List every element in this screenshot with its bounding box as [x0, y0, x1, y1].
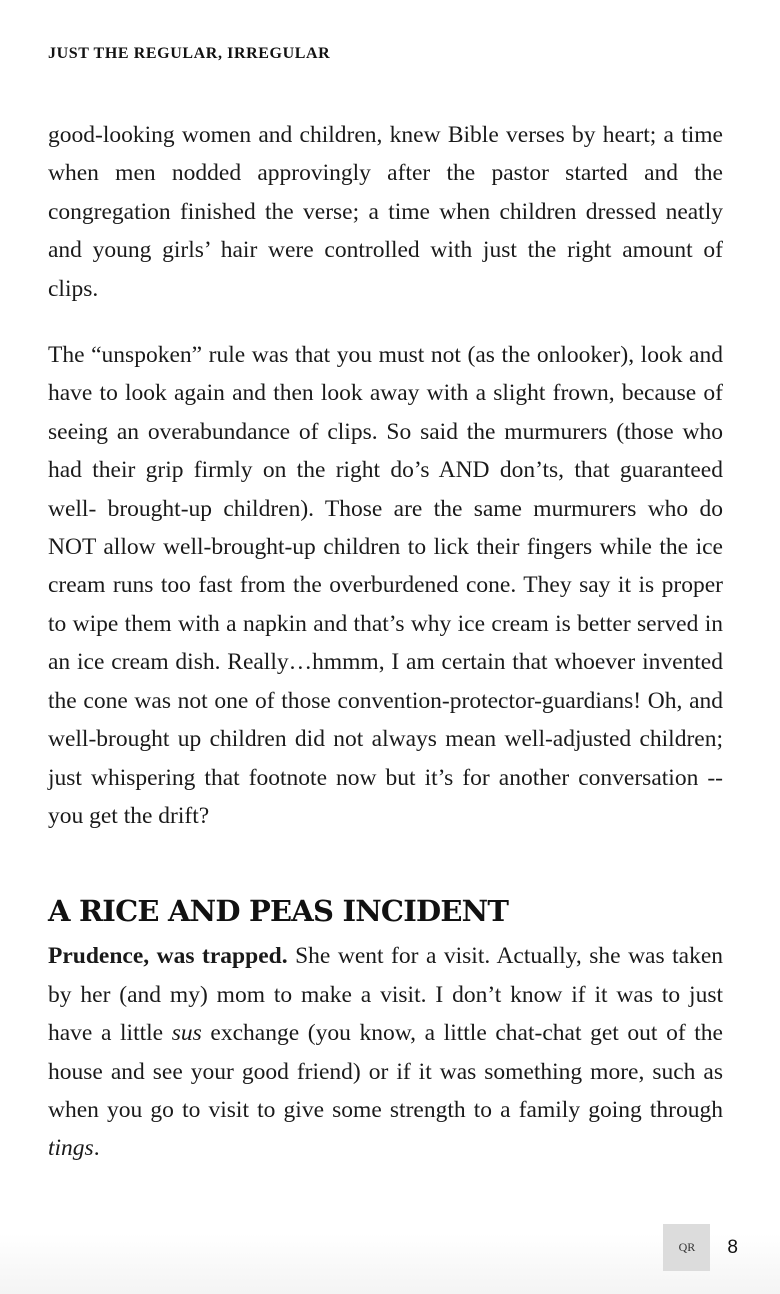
italic-word: tings	[48, 1135, 94, 1162]
paragraph-3	[48, 937, 723, 1167]
page-footer	[663, 1224, 738, 1271]
paragraph-2: The “unspoken” rule was that you must not (as the onlooker), look and have to look again and then look away with a slight frown, because of seeing an overabundance of clips. So said the murmurers (those who had their grip firmly on the right do’s AND don’ts, that guaranteed well- brought-up children). Those are the same murmurers who do NOT allow well-brought-up children to lick their fingers while the ice cream runs too fast from the overburdened cone. They say it is proper to wipe them with a napkin and that’s why ice cream is better served in an ice cream dish. Really…hmmm, I am certain that whoever invented the cone was not one of those convention-protector-guardians! Oh, and well-brought up children did not always mean well-adjusted children; just whispering that footnote now but it’s for another conversation -- you get the drift?	[48, 342, 723, 829]
qr-code-button[interactable]	[663, 1224, 710, 1271]
paragraph-lead: Prudence, was trapped.	[48, 943, 288, 970]
paragraph-text: She went for a visit. Actually, she was taken by her (and my) mom to make a visit. I don’t know if it was to just have a little	[48, 943, 724, 1047]
paragraph-text: .	[93, 1135, 100, 1162]
paragraph-text: exchange (you know, a little chat-chat get out of the house and see your good friend) or if it was something more, such as when you go to visit to give some strength to a family going through	[48, 1020, 723, 1123]
italic-word: sus	[171, 1020, 202, 1047]
running-header: JUST THE REGULAR, IRREGULAR	[48, 45, 331, 62]
page-number: 8	[727, 1236, 738, 1258]
paragraph-1: good-looking women and children, knew Bible verses by heart; a time when men nodded approvingly after the pastor started and the congregation finished the verse; a time when children dressed neatly and young girls’ hair were controlled with just the right amount of clips.	[48, 122, 723, 302]
qr-label: QR	[678, 1240, 696, 1254]
section-heading: A RICE AND PEAS INCIDENT	[48, 894, 509, 929]
page-content	[48, 116, 723, 1196]
